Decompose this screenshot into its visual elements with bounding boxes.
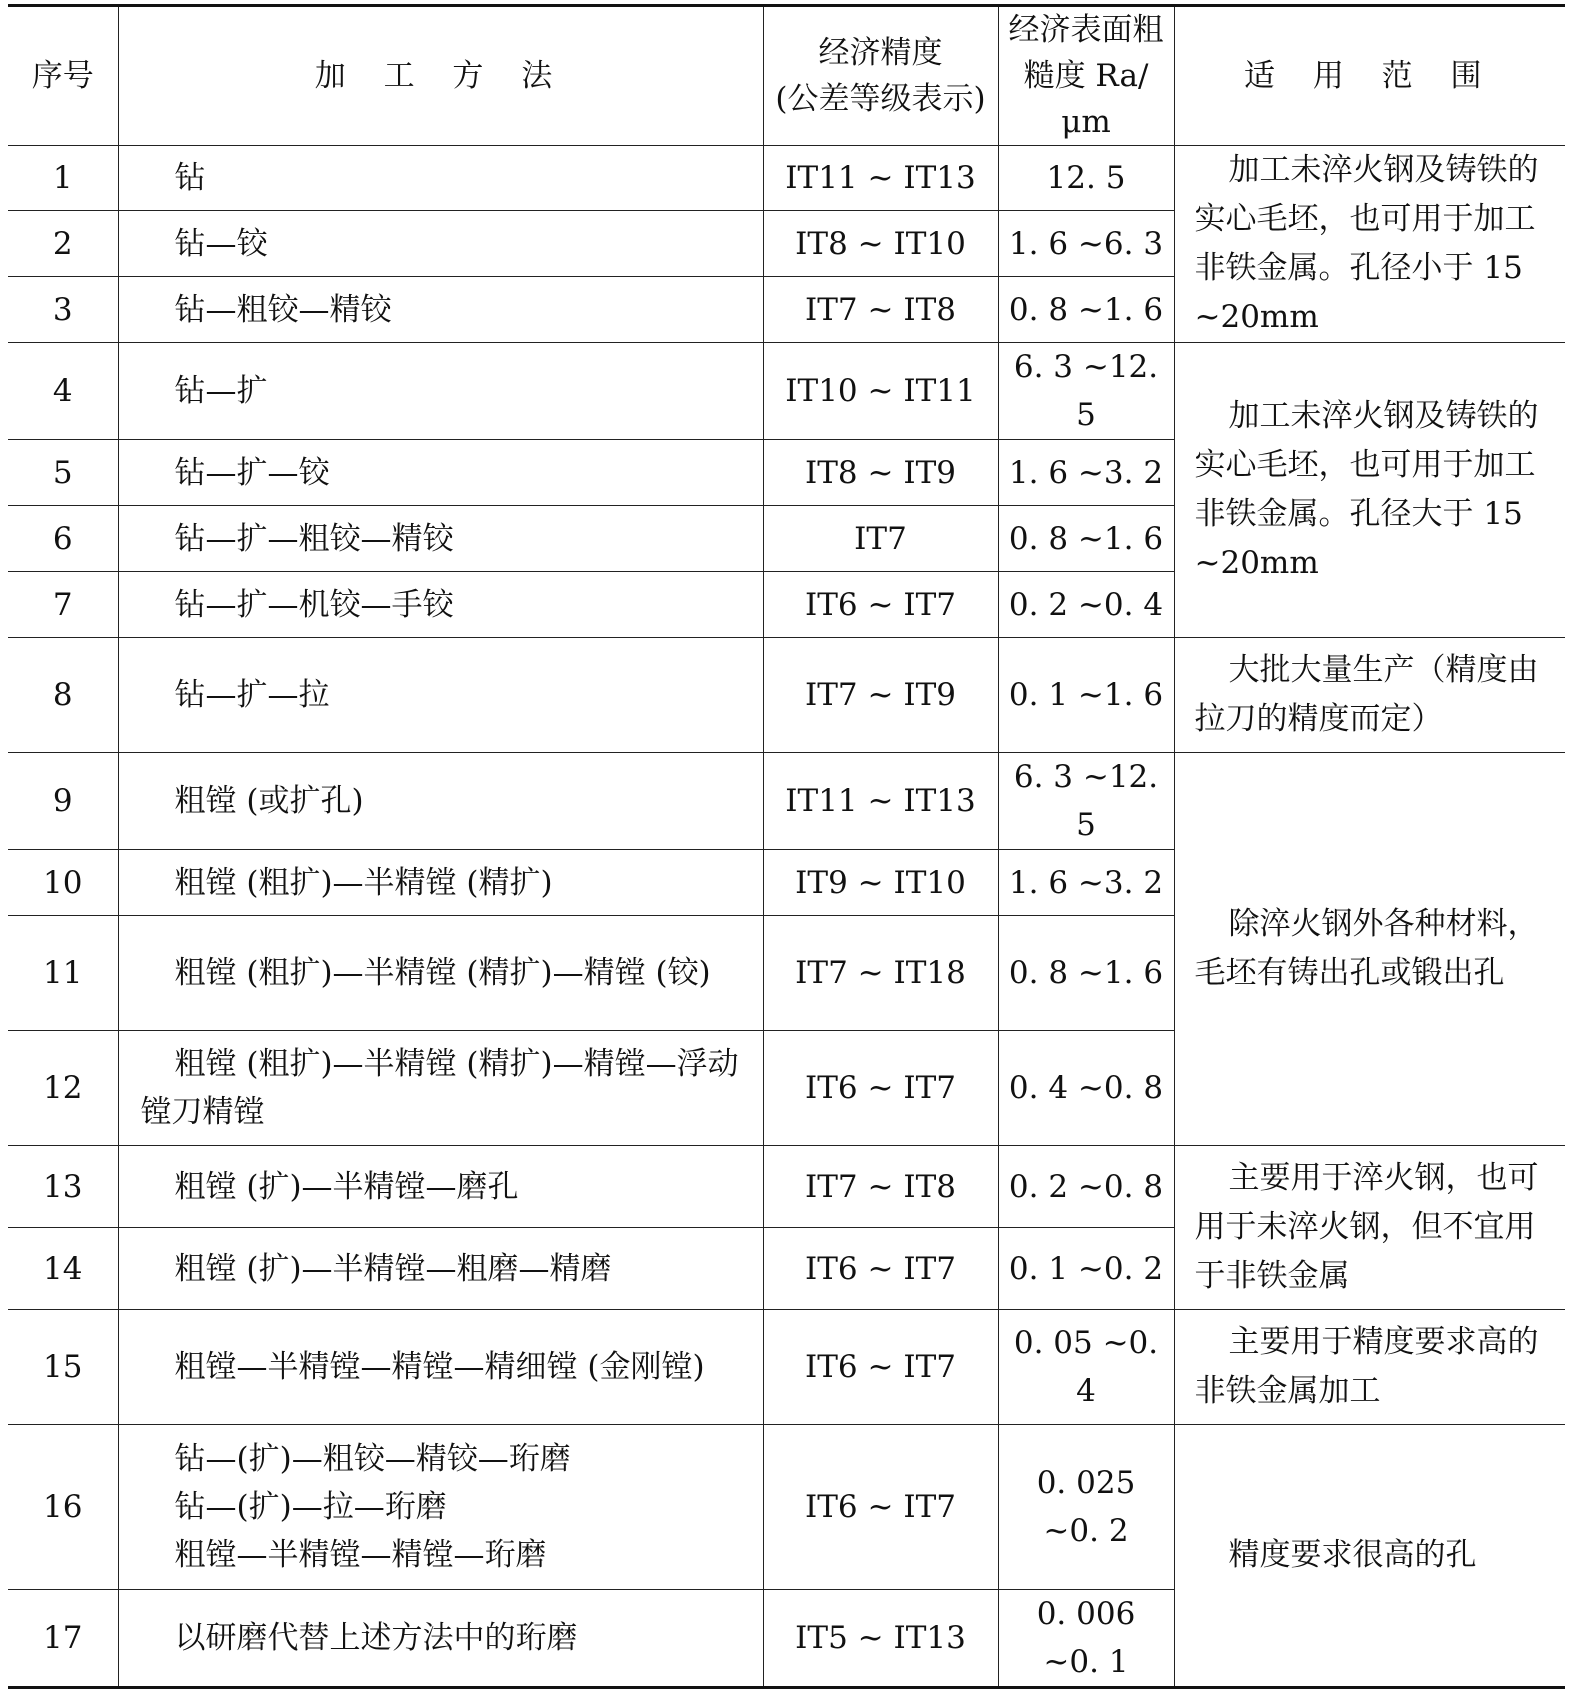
row-number: 12 — [8, 1031, 118, 1146]
method-cell: 粗镗 (粗扩)—半精镗 (精扩) — [118, 850, 763, 916]
header-precision — [763, 6, 998, 146]
method-cell — [118, 1425, 763, 1590]
precision-cell: IT11 ~ IT13 — [763, 753, 998, 850]
table-container — [8, 4, 1565, 1689]
header-precision-line2: (公差等级表示) — [775, 81, 986, 117]
table-row — [8, 1146, 1565, 1228]
method-cell: 钻—扩—机铰—手铰 — [118, 572, 763, 638]
method-cell: 粗镗 (扩)—半精镗—粗磨—精磨 — [118, 1228, 763, 1310]
header-precision-line1: 经济精度 — [818, 35, 943, 71]
header-scope: 适 用 范 围 — [1174, 6, 1565, 146]
row-number: 7 — [8, 572, 118, 638]
header-row — [8, 6, 1565, 146]
table-row — [8, 343, 1565, 440]
method-cell: 粗镗 (粗扩)—半精镗 (精扩)—精镗—浮动镗刀精镗 — [118, 1031, 763, 1146]
row-number: 3 — [8, 277, 118, 343]
precision-cell: IT7 ~ IT9 — [763, 638, 998, 753]
table-row — [8, 753, 1565, 850]
roughness-cell: 1. 6 ~6. 3 — [998, 211, 1174, 277]
method-cell: 钻—铰 — [118, 211, 763, 277]
table-row — [8, 1425, 1565, 1590]
method-cell: 钻—扩—粗铰—精铰 — [118, 506, 763, 572]
method-cell: 钻—粗铰—精铰 — [118, 277, 763, 343]
roughness-cell: 0. 025 ~0. 2 — [998, 1425, 1174, 1590]
header-ra-line1: 经济表面粗 — [1008, 12, 1164, 48]
row-number: 8 — [8, 638, 118, 753]
method-cell: 粗镗 (扩)—半精镗—磨孔 — [118, 1146, 763, 1228]
header-no: 序号 — [8, 6, 118, 146]
method-line: 粗镗—半精镗—精镗—珩磨 — [174, 1537, 547, 1573]
method-line: 钻—(扩)—拉—珩磨 — [174, 1489, 447, 1525]
method-cell: 钻—扩—拉 — [118, 638, 763, 753]
roughness-cell: 0. 8 ~1. 6 — [998, 916, 1174, 1031]
precision-cell: IT6 ~ IT7 — [763, 1310, 998, 1425]
roughness-cell: 0. 1 ~1. 6 — [998, 638, 1174, 753]
row-number: 2 — [8, 211, 118, 277]
header-ra-line2: 糙度 Ra/μm — [1023, 58, 1149, 140]
precision-cell: IT11 ~ IT13 — [763, 146, 998, 211]
machining-methods-table — [8, 4, 1565, 1689]
roughness-cell: 0. 4 ~0. 8 — [998, 1031, 1174, 1146]
method-cell: 粗镗 (粗扩)—半精镗 (精扩)—精镗 (铰) — [118, 916, 763, 1031]
roughness-cell: 0. 2 ~0. 8 — [998, 1146, 1174, 1228]
precision-cell: IT7 — [763, 506, 998, 572]
row-number: 17 — [8, 1590, 118, 1688]
scope-cell: 主要用于精度要求高的非铁金属加工 — [1174, 1310, 1565, 1425]
roughness-cell: 0. 05 ~0. 4 — [998, 1310, 1174, 1425]
method-cell: 粗镗 (或扩孔) — [118, 753, 763, 850]
roughness-cell: 0. 006 ~0. 1 — [998, 1590, 1174, 1688]
precision-cell: IT6 ~ IT7 — [763, 1031, 998, 1146]
precision-cell: IT5 ~ IT13 — [763, 1590, 998, 1688]
precision-cell: IT9 ~ IT10 — [763, 850, 998, 916]
row-number: 6 — [8, 506, 118, 572]
precision-cell: IT8 ~ IT9 — [763, 440, 998, 506]
scope-cell: 大批大量生产（精度由拉刀的精度而定） — [1174, 638, 1565, 753]
scope-cell: 除淬火钢外各种材料，毛坯有铸出孔或锻出孔 — [1174, 753, 1565, 1146]
table-row — [8, 146, 1565, 211]
roughness-cell: 6. 3 ~12. 5 — [998, 343, 1174, 440]
precision-cell: IT8 ~ IT10 — [763, 211, 998, 277]
row-number: 15 — [8, 1310, 118, 1425]
row-number: 10 — [8, 850, 118, 916]
roughness-cell: 0. 8 ~1. 6 — [998, 506, 1174, 572]
precision-cell: IT10 ~ IT11 — [763, 343, 998, 440]
precision-cell: IT6 ~ IT7 — [763, 1425, 998, 1590]
precision-cell: IT6 ~ IT7 — [763, 1228, 998, 1310]
precision-cell: IT7 ~ IT8 — [763, 277, 998, 343]
roughness-cell: 1. 6 ~3. 2 — [998, 440, 1174, 506]
scope-cell: 主要用于淬火钢，也可用于未淬火钢，但不宜用于非铁金属 — [1174, 1146, 1565, 1310]
row-number: 13 — [8, 1146, 118, 1228]
scope-cell: 精度要求很高的孔 — [1174, 1425, 1565, 1688]
scope-cell: 加工未淬火钢及铸铁的实心毛坯，也可用于加工非铁金属。孔径大于 15 ~20mm — [1174, 343, 1565, 638]
precision-cell: IT6 ~ IT7 — [763, 572, 998, 638]
row-number: 14 — [8, 1228, 118, 1310]
row-number: 4 — [8, 343, 118, 440]
method-cell: 钻—扩—铰 — [118, 440, 763, 506]
method-cell: 以研磨代替上述方法中的珩磨 — [118, 1590, 763, 1688]
method-cell: 钻 — [118, 146, 763, 211]
table-row — [8, 638, 1565, 753]
header-method: 加 工 方 法 — [118, 6, 763, 146]
method-cell: 粗镗—半精镗—精镗—精细镗 (金刚镗) — [118, 1310, 763, 1425]
roughness-cell: 0. 8 ~1. 6 — [998, 277, 1174, 343]
row-number: 1 — [8, 146, 118, 211]
row-number: 9 — [8, 753, 118, 850]
method-line: 钻—(扩)—粗铰—精铰—珩磨 — [174, 1441, 571, 1477]
header-ra — [998, 6, 1174, 146]
row-number: 5 — [8, 440, 118, 506]
roughness-cell: 12. 5 — [998, 146, 1174, 211]
roughness-cell: 6. 3 ~12. 5 — [998, 753, 1174, 850]
table-row — [8, 1310, 1565, 1425]
roughness-cell: 1. 6 ~3. 2 — [998, 850, 1174, 916]
precision-cell: IT7 ~ IT18 — [763, 916, 998, 1031]
roughness-cell: 0. 2 ~0. 4 — [998, 572, 1174, 638]
row-number: 11 — [8, 916, 118, 1031]
method-cell: 钻—扩 — [118, 343, 763, 440]
precision-cell: IT7 ~ IT8 — [763, 1146, 998, 1228]
row-number: 16 — [8, 1425, 118, 1590]
scope-cell: 加工未淬火钢及铸铁的实心毛坯，也可用于加工非铁金属。孔径小于 15 ~20mm — [1174, 146, 1565, 343]
roughness-cell: 0. 1 ~0. 2 — [998, 1228, 1174, 1310]
